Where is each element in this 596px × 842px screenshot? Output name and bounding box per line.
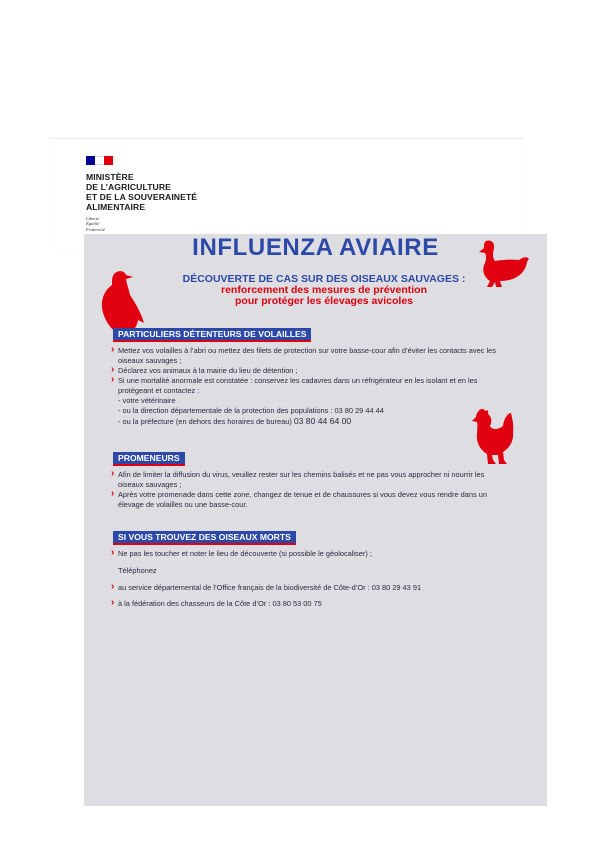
list-item: › Après votre promenade dans cette zone, changez de tenue et de chaussures si vous devez vous rendre dans un élevage de volailles ou une basse-cour. (111, 490, 509, 510)
poster-panel (84, 234, 547, 806)
flag-stripe-blue (86, 156, 95, 165)
poster-subtitle (134, 274, 514, 307)
subtitle-line-3: pour protéger les élevages avicoles (235, 295, 413, 307)
subtitle-line-2: renforcement des mesures de prévention (221, 284, 427, 296)
ministry-name (86, 172, 197, 212)
motto-line: Égalité (86, 221, 100, 227)
section-heading-owners: PARTICULIERS DÉTENTEURS DE VOLAILLES (113, 328, 311, 342)
ministry-line: ALIMENTAIRE (86, 202, 146, 212)
section-heading-walkers: PROMENEURS (113, 452, 185, 466)
ministry-line: DE L’AGRICULTURE (86, 182, 171, 192)
list-item: - votre vétérinaire (118, 396, 176, 405)
poster-title: INFLUENZA AVIAIRE (192, 234, 439, 261)
list-item: Téléphonez (118, 566, 157, 575)
list-item (111, 416, 509, 427)
list-item: › Ne pas les toucher et noter le lieu de découverte (si possible le géolocaliser) ; (111, 549, 509, 559)
section-heading-dead-birds: SI VOUS TROUVEZ DES OISEAUX MORTS (113, 531, 296, 545)
list-item: - ou la direction départementale de la protection des populations : 03 80 29 44 44 (118, 406, 384, 415)
list-item: › Si une mortalité anormale est constatée : conservez les cadavres dans un réfrigérateur en les isolant et en les protégeant et contactez : (111, 376, 509, 396)
motto-line: Fraternité (86, 226, 105, 232)
french-flag-icon (86, 156, 113, 165)
walkers-list (111, 470, 509, 510)
list-item: › Afin de limiter la diffusion du virus, veuillez rester sur les chemins balisés et ne pas vous approcher ni nourrir les oiseaux sauvages ; (111, 470, 509, 490)
subtitle-line-1: DÉCOUVERTE DE CAS SUR DES OISEAUX SAUVAGES : (182, 273, 466, 285)
list-item: › au service départemental de l’Office français de la biodiversité de Côte-d’Or : 03 80 29 43 91 (111, 583, 509, 593)
owners-list (111, 346, 509, 427)
list-item: › à la fédération des chasseurs de la Côte d’Or : 03 80 53 00 75 (111, 599, 509, 609)
ministry-line: MINISTÈRE (86, 172, 134, 182)
dead-birds-list (111, 549, 509, 609)
ministry-line: ET DE LA SOUVERAINETÉ (86, 192, 198, 202)
republic-motto (86, 216, 105, 232)
flag-stripe-red (104, 156, 113, 165)
list-item: › Déclarez vos animaux à la mairie du lieu de détention ; (111, 366, 509, 376)
contact-label: - ou la préfecture (en dehors des horaires de bureau) (118, 417, 294, 426)
flag-stripe-white (95, 156, 104, 165)
motto-line: Liberté (86, 216, 100, 221)
list-item: › Mettez vos volailles à l’abri ou mettez des filets de protection sur votre basse-cour afin d’éviter les contacts avec les oiseaux sauvages ; (111, 346, 509, 366)
prefecture-phone: 03 80 44 64 00 (293, 416, 352, 426)
